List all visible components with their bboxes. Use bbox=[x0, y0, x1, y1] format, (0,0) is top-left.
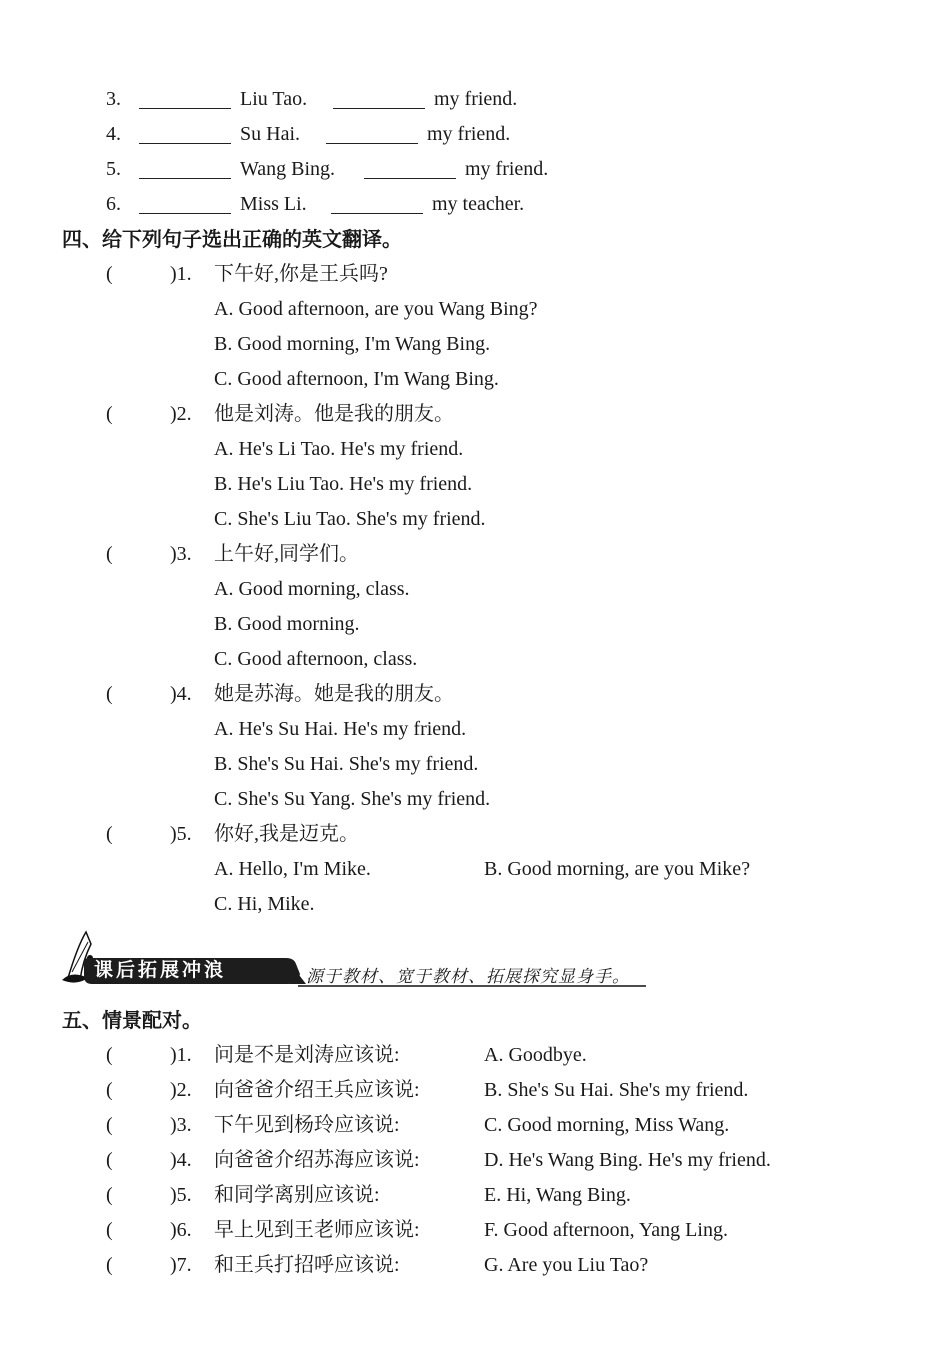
situation-text: 问是不是刘涛应该说: bbox=[214, 1044, 400, 1066]
item-tail: my friend. bbox=[434, 88, 518, 110]
option-c: C. Good afternoon, I'm Wang Bing. bbox=[214, 368, 499, 390]
answer-paren-open[interactable]: ( bbox=[106, 1114, 113, 1136]
answer-paren-open[interactable]: ( bbox=[106, 403, 113, 425]
answer-paren-open[interactable]: ( bbox=[106, 683, 113, 705]
banner-subtitle: 源于教材、宽于教材、拓展探究显身手。 bbox=[306, 967, 630, 987]
option-c: C. Hi, Mike. bbox=[214, 893, 315, 915]
question-number: )2. bbox=[170, 1079, 192, 1101]
item-tail: my friend. bbox=[465, 158, 549, 180]
situation-text: 向爸爸介绍王兵应该说: bbox=[214, 1079, 420, 1101]
question-number: )7. bbox=[170, 1254, 192, 1276]
answer-paren-open[interactable]: ( bbox=[106, 543, 113, 565]
option-a: A. Good afternoon, are you Wang Bing? bbox=[214, 298, 538, 320]
match-option: D. He's Wang Bing. He's my friend. bbox=[484, 1149, 771, 1171]
question-number: )3. bbox=[170, 543, 192, 565]
item-tail: my friend. bbox=[427, 123, 511, 145]
answer-blank[interactable] bbox=[331, 191, 423, 214]
item-name: Wang Bing. bbox=[240, 158, 336, 180]
item-number: 6. bbox=[106, 193, 121, 215]
answer-blank[interactable] bbox=[139, 86, 231, 109]
item-tail: my teacher. bbox=[432, 193, 525, 215]
answer-paren-open[interactable]: ( bbox=[106, 1254, 113, 1276]
match-option: E. Hi, Wang Bing. bbox=[484, 1184, 631, 1206]
item-name: Liu Tao. bbox=[240, 88, 308, 110]
answer-blank[interactable] bbox=[326, 121, 418, 144]
answer-blank[interactable] bbox=[139, 156, 231, 179]
banner-label: 课后拓展冲浪 bbox=[94, 959, 227, 981]
answer-paren-open[interactable]: ( bbox=[106, 1079, 113, 1101]
answer-paren-open[interactable]: ( bbox=[106, 1044, 113, 1066]
option-a: A. He's Li Tao. He's my friend. bbox=[214, 438, 464, 460]
question-number: )5. bbox=[170, 823, 192, 845]
question-number: )6. bbox=[170, 1219, 192, 1241]
item-name: Su Hai. bbox=[240, 123, 300, 145]
answer-paren-open[interactable]: ( bbox=[106, 823, 113, 845]
answer-paren-open[interactable]: ( bbox=[106, 263, 113, 285]
option-a: A. He's Su Hai. He's my friend. bbox=[214, 718, 467, 740]
answer-blank[interactable] bbox=[364, 156, 456, 179]
option-c: C. She's Su Yang. She's my friend. bbox=[214, 788, 491, 810]
question-text: 下午好,你是王兵吗? bbox=[214, 263, 388, 285]
option-b: B. Good morning, I'm Wang Bing. bbox=[214, 333, 491, 355]
match-option: A. Goodbye. bbox=[484, 1044, 587, 1066]
option-b: B. He's Liu Tao. He's my friend. bbox=[214, 473, 473, 495]
answer-paren-open[interactable]: ( bbox=[106, 1219, 113, 1241]
question-number: )4. bbox=[170, 1149, 192, 1171]
answer-blank[interactable] bbox=[139, 121, 231, 144]
match-option: G. Are you Liu Tao? bbox=[484, 1254, 649, 1276]
option-b: B. Good morning. bbox=[214, 613, 360, 635]
answer-paren-open[interactable]: ( bbox=[106, 1149, 113, 1171]
question-number: )1. bbox=[170, 1044, 192, 1066]
situation-text: 和同学离别应该说: bbox=[214, 1184, 380, 1206]
answer-blank[interactable] bbox=[333, 86, 425, 109]
question-number: )3. bbox=[170, 1114, 192, 1136]
item-number: 4. bbox=[106, 123, 121, 145]
section-4-title: 四、给下列句子选出正确的英文翻译。 bbox=[62, 227, 402, 251]
situation-text: 和王兵打招呼应该说: bbox=[214, 1254, 400, 1276]
question-text: 她是苏海。她是我的朋友。 bbox=[214, 683, 454, 705]
question-number: )2. bbox=[170, 403, 192, 425]
option-c: C. She's Liu Tao. She's my friend. bbox=[214, 508, 486, 530]
item-number: 3. bbox=[106, 88, 121, 110]
option-c: C. Good afternoon, class. bbox=[214, 648, 418, 670]
situation-text: 下午见到杨玲应该说: bbox=[214, 1114, 400, 1136]
option-a: A. Good morning, class. bbox=[214, 578, 410, 600]
option-b: B. She's Su Hai. She's my friend. bbox=[214, 753, 479, 775]
answer-paren-open[interactable]: ( bbox=[106, 1184, 113, 1206]
option-a: A. Hello, I'm Mike. bbox=[214, 858, 371, 880]
question-text: 上午好,同学们。 bbox=[214, 543, 359, 565]
question-number: )5. bbox=[170, 1184, 192, 1206]
match-option: C. Good morning, Miss Wang. bbox=[484, 1114, 730, 1136]
match-option: F. Good afternoon, Yang Ling. bbox=[484, 1219, 728, 1241]
situation-text: 早上见到王老师应该说: bbox=[214, 1219, 420, 1241]
question-text: 你好,我是迈克。 bbox=[214, 823, 359, 845]
item-name: Miss Li. bbox=[240, 193, 307, 215]
situation-text: 向爸爸介绍苏海应该说: bbox=[214, 1149, 420, 1171]
item-number: 5. bbox=[106, 158, 121, 180]
section-5-title: 五、情景配对。 bbox=[62, 1008, 202, 1032]
question-text: 他是刘涛。他是我的朋友。 bbox=[214, 403, 454, 425]
answer-blank[interactable] bbox=[139, 191, 231, 214]
match-option: B. She's Su Hai. She's my friend. bbox=[484, 1079, 749, 1101]
question-number: )1. bbox=[170, 263, 192, 285]
option-b: B. Good morning, are you Mike? bbox=[484, 858, 751, 880]
question-number: )4. bbox=[170, 683, 192, 705]
